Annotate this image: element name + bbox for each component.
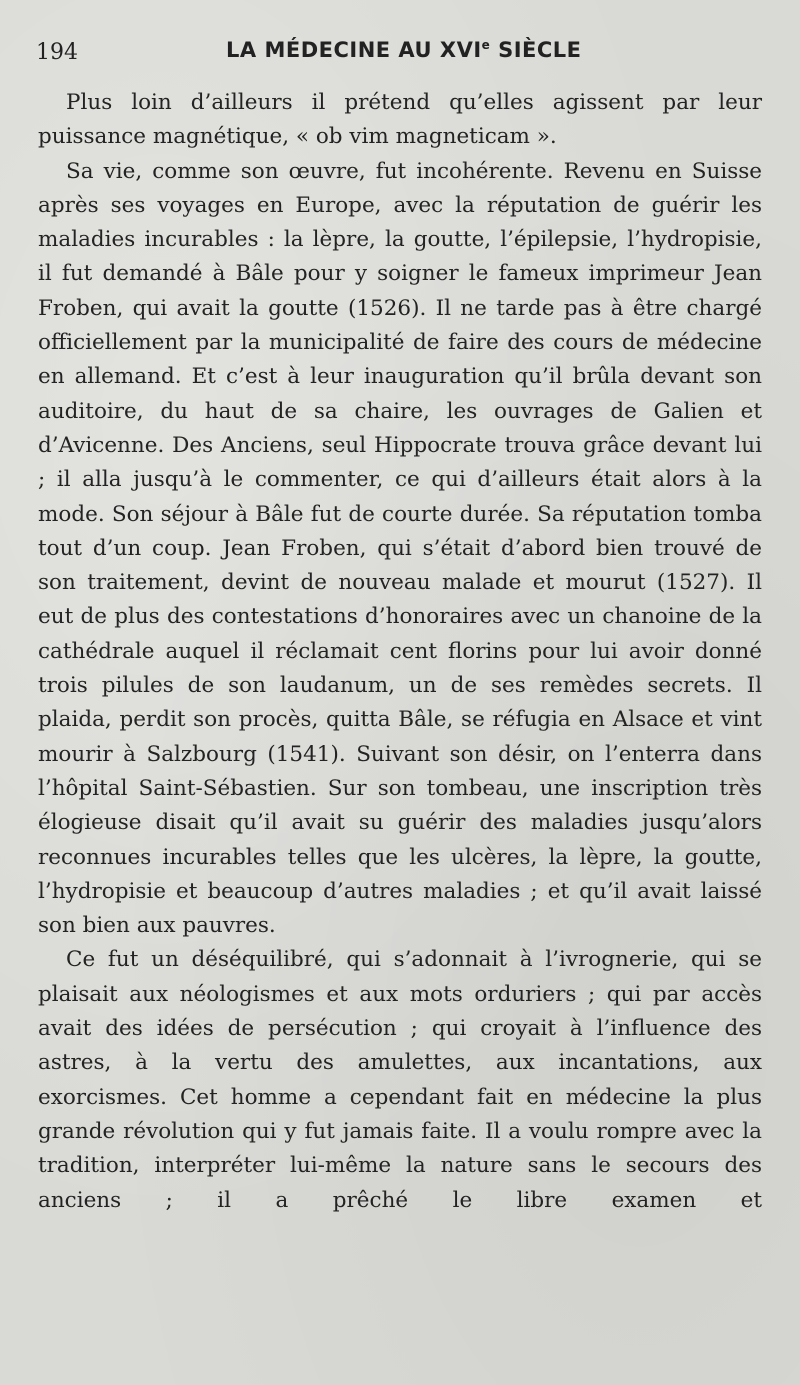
body-text [38, 86, 762, 1218]
paragraph-character: Ce fut un déséquilibré, qui s’adonnait à l’ivrognerie, qui se plaisait aux néologismes et aux mots orduriers ; qui par accès avait des idées de persécution ; qui croyait à l’influence des astres, à la vertu des amulettes, aux incantations, aux exorcismes. Cet homme a cependant fait en médecine la plus grande révolution qui y fut jamais faite. Il a voulu rompre avec la tradition, interpréter lui-même la nature sans le secours des anciens ; il a prêché le libre examen et [38, 947, 762, 1213]
running-head-tail: SIÈCLE [490, 38, 582, 62]
paragraph-magnetic-virtue: Plus loin d’ailleurs il prétend qu’elles agissent par leur puissance magnétique, « ob vim magneticam ». [38, 90, 762, 150]
running-head-superscript: e [481, 38, 491, 52]
running-head-main: LA MÉDECINE AU XVI [226, 38, 482, 62]
paragraph-life-biography: Sa vie, comme son œuvre, fut incohérente. Revenu en Suisse après ses voyages en Europe, avec la réputation de guérir les maladies incurables : la lèpre, la goutte, l’épilepsie, l’hydropisie, il fut demandé à Bâle pour y soigner le fameux imprimeur Jean Froben, qui avait la goutte (1526). Il ne tarde pas à être chargé officiellement par la municipalité de faire des cours de médecine en allemand. Et c’est à leur inauguration qu’il brûla devant son auditoire, du haut de sa chaire, les ouvrages de Galien et d’Avicenne. Des Anciens, seul Hippocrate trouva grâce devant lui ; il alla jusqu’à le commenter, ce qui d’ailleurs était alors à la mode. Son séjour à Bâle fut de courte durée. Sa réputation tomba tout d’un coup. Jean Froben, qui s’était d’abord bien trouvé de son traitement, devint de nouveau malade et mourut (1527). Il eut de plus des contestations d’honoraires avec un chanoine de la cathédrale auquel il réclamait cent florins pour lui avoir donné trois pilules de son laudanum, un de ses remèdes secrets. Il plaida, perdit son procès, quitta Bâle, se réfugia en Alsace et vint mourir à Salzbourg (1541). Suivant son désir, on l’enterra dans l’hôpital Saint-Sébastien. Sur son tombeau, une inscription très élogieuse disait qu’il avait su guérir des maladies jusqu’alors reconnues incurables telles que les ulcères, la lèpre, la goutte, l’hydropisie et beaucoup d’autres maladies ; et qu’il avait laissé son bien aux pauvres. [38, 158, 762, 939]
page-number: 194 [36, 40, 78, 65]
running-head [226, 38, 582, 62]
page-header [36, 38, 766, 68]
